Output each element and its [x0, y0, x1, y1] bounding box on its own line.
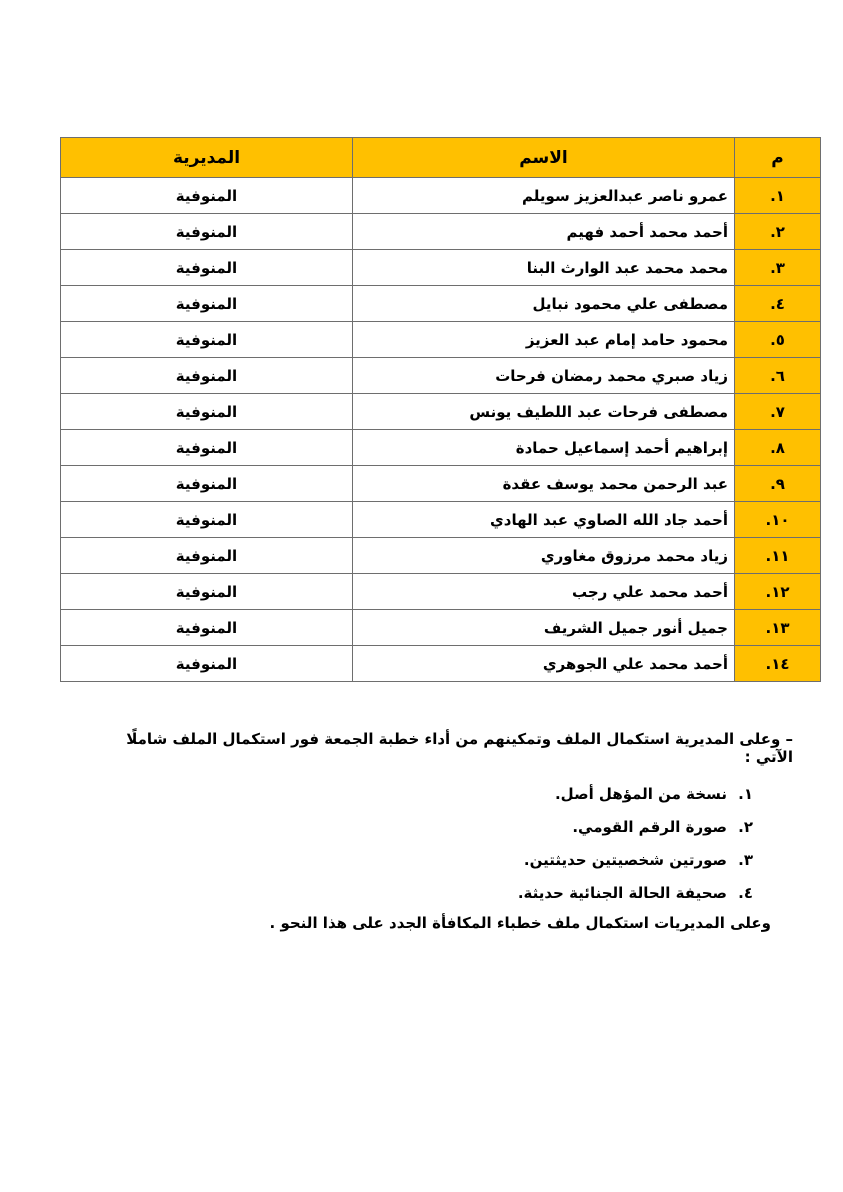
list-item-text: صورتين شخصيتين حديثتين.: [523, 851, 727, 869]
table-row: [61, 286, 821, 322]
row-number: ١٤.: [735, 646, 821, 682]
row-name: أحمد محمد أحمد فهيم: [353, 214, 735, 250]
row-number: ٨.: [735, 430, 821, 466]
row-name: محمود حامد إمام عبد العزيز: [353, 322, 735, 358]
list-item: [100, 844, 753, 877]
row-number: ١٠.: [735, 502, 821, 538]
list-item: [100, 811, 753, 844]
row-directorate: المنوفية: [61, 502, 353, 538]
table-row: [61, 322, 821, 358]
row-name: محمد محمد عبد الوارث البنا: [353, 250, 735, 286]
notes-closing: وعلى المديريات استكمال ملف خطباء المكافأة الجدد على هذا النحو .: [269, 914, 771, 932]
table-row: [61, 250, 821, 286]
row-directorate: المنوفية: [61, 430, 353, 466]
row-directorate: المنوفية: [61, 538, 353, 574]
row-name: أحمد جاد الله الصاوي عبد الهادي: [353, 502, 735, 538]
row-directorate: المنوفية: [61, 394, 353, 430]
row-name: أحمد محمد علي رجب: [353, 574, 735, 610]
row-number: ٩.: [735, 466, 821, 502]
table-row: [61, 646, 821, 682]
list-item-text: نسخة من المؤهل أصل.: [554, 785, 727, 803]
list-item-number: ٢.: [738, 818, 753, 836]
table-row: [61, 610, 821, 646]
row-name: إبراهيم أحمد إسماعيل حمادة: [353, 430, 735, 466]
row-number: ٣.: [735, 250, 821, 286]
table-row: [61, 358, 821, 394]
row-number: ١٣.: [735, 610, 821, 646]
row-directorate: المنوفية: [61, 214, 353, 250]
header-name: الاسم: [353, 138, 735, 178]
preachers-table: [60, 137, 821, 682]
list-item-number: ٤.: [738, 884, 753, 902]
table-header-row: [61, 138, 821, 178]
row-number: ٦.: [735, 358, 821, 394]
requirements-list: [100, 778, 753, 910]
row-name: أحمد محمد علي الجوهري: [353, 646, 735, 682]
table-row: [61, 394, 821, 430]
header-number: م: [735, 138, 821, 178]
row-number: ٤.: [735, 286, 821, 322]
table-row: [61, 502, 821, 538]
row-number: ١.: [735, 178, 821, 214]
row-number: ١٢.: [735, 574, 821, 610]
notes-section: [100, 730, 793, 932]
list-item-text: صورة الرقم القومي.: [572, 818, 727, 836]
notes-intro: – وعلى المديرية استكمال الملف وتمكينهم من أداء خطبة الجمعة فور استكمال الملف شاملًا الآتي :: [126, 730, 793, 766]
row-number: ٢.: [735, 214, 821, 250]
row-directorate: المنوفية: [61, 286, 353, 322]
row-name: عمرو ناصر عبدالعزيز سويلم: [353, 178, 735, 214]
row-directorate: المنوفية: [61, 646, 353, 682]
list-item-text: صحيفة الحالة الجنائية حديثة.: [517, 884, 727, 902]
row-name: زياد محمد مرزوق مغاوري: [353, 538, 735, 574]
row-directorate: المنوفية: [61, 574, 353, 610]
list-item-number: ١.: [738, 785, 753, 803]
row-directorate: المنوفية: [61, 358, 353, 394]
row-number: ٥.: [735, 322, 821, 358]
table-body: [61, 178, 821, 682]
row-name: عبد الرحمن محمد يوسف عقدة: [353, 466, 735, 502]
row-directorate: المنوفية: [61, 250, 353, 286]
row-name: زياد صبري محمد رمضان فرحات: [353, 358, 735, 394]
list-item: [100, 778, 753, 811]
row-directorate: المنوفية: [61, 322, 353, 358]
table-row: [61, 466, 821, 502]
row-name: جميل أنور جميل الشريف: [353, 610, 735, 646]
row-name: مصطفى فرحات عبد اللطيف يونس: [353, 394, 735, 430]
row-directorate: المنوفية: [61, 466, 353, 502]
table-row: [61, 178, 821, 214]
row-directorate: المنوفية: [61, 610, 353, 646]
table-row: [61, 214, 821, 250]
table-row: [61, 538, 821, 574]
header-directorate: المديرية: [61, 138, 353, 178]
row-directorate: المنوفية: [61, 178, 353, 214]
table-row: [61, 574, 821, 610]
list-item: [100, 877, 753, 910]
row-name: مصطفى علي محمود نبايل: [353, 286, 735, 322]
table-row: [61, 430, 821, 466]
list-item-number: ٣.: [738, 851, 753, 869]
row-number: ١١.: [735, 538, 821, 574]
row-number: ٧.: [735, 394, 821, 430]
